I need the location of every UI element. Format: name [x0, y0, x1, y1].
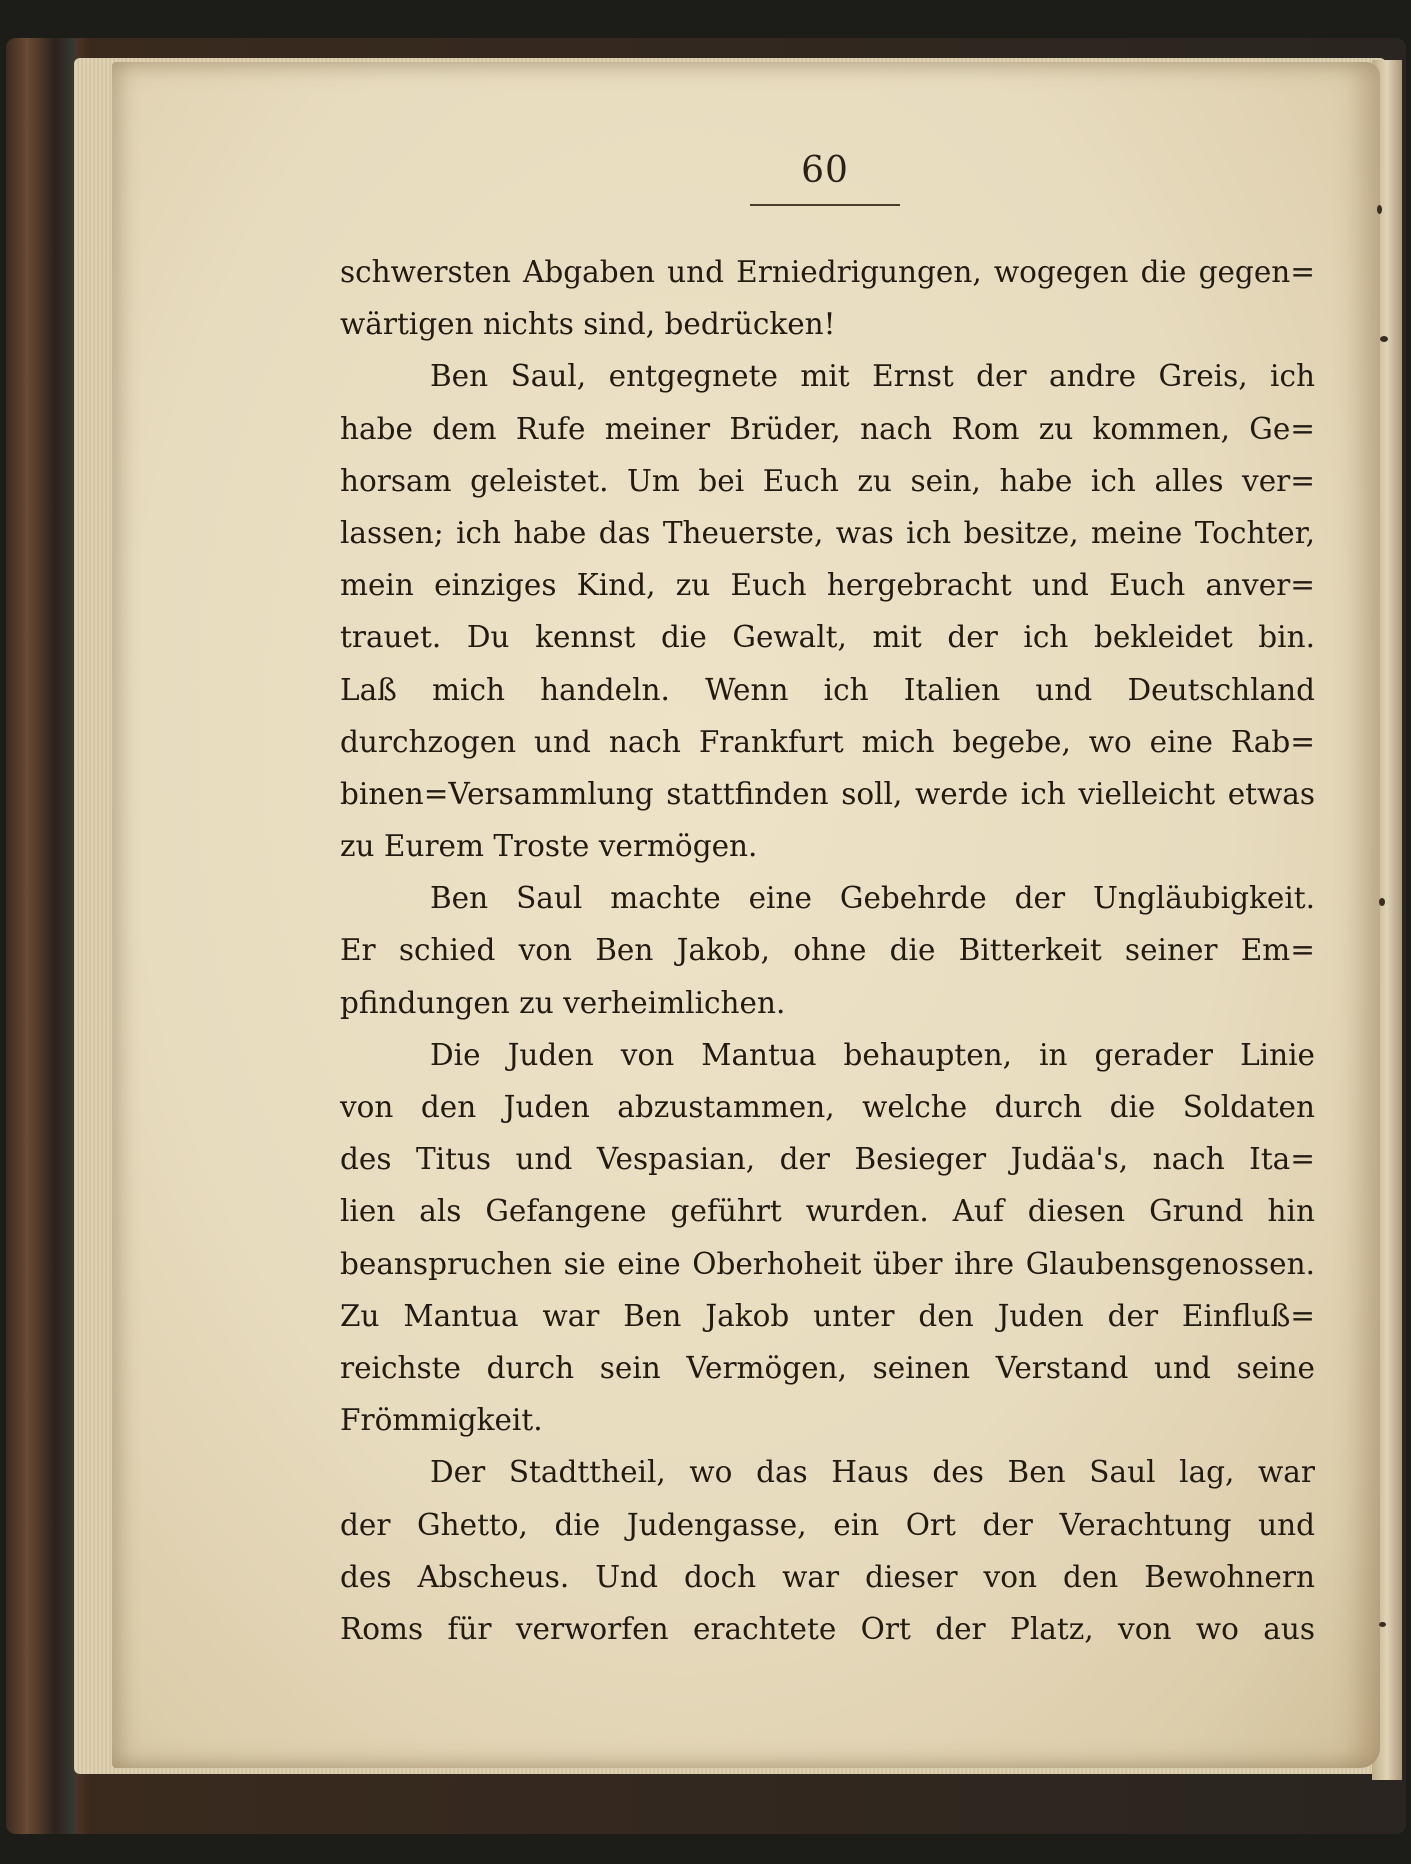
text-line: schwersten Abgaben und Erniedrigungen, wogegen die gegen= [340, 255, 1315, 289]
text-line: durchzogen und nach Frankfurt mich begebe, wo eine Rab= [340, 724, 1315, 759]
text-line: Zu Mantua war Ben Jakob unter den Juden der Einfluß= [340, 1298, 1315, 1333]
text-line: beanspruchen sie eine Oberhoheit über ihre Glaubensgenossen. [340, 1246, 1315, 1281]
paper-blemish [1380, 336, 1388, 342]
text-line: lassen; ich habe das Theuerste, was ich besitze, meine Tochter, [340, 515, 1315, 550]
text-line: Roms für verworfen erachtete Ort der Platz, von wo aus [340, 1611, 1315, 1646]
text-line: trauet. Du kennst die Gewalt, mit der ich bekleidet bin. [340, 620, 1315, 655]
text-line: binen=Versammlung stattfinden soll, werde ich vielleicht etwas [340, 776, 1315, 811]
text-line: Er schied von Ben Jakob, ohne die Bitterkeit seiner Em= [340, 933, 1315, 968]
text-line: Ben Saul, entgegnete mit Ernst der andre Greis, ich [430, 359, 1315, 394]
text-line: wärtigen nichts sind, bedrücken! [340, 307, 836, 342]
text-line: lien als Gefangene geführt wurden. Auf diesen Grund hin [340, 1194, 1315, 1229]
text-line: zu Eurem Troste vermögen. [340, 829, 758, 864]
text-line: Laß mich handeln. Wenn ich Italien und Deutschland [340, 672, 1315, 707]
text-line: horsam geleistet. Um bei Euch zu sein, habe ich alles ver= [340, 463, 1315, 498]
text-line: reichste durch sein Vermögen, seinen Verstand und seine [340, 1350, 1315, 1385]
text-line: mein einziges Kind, zu Euch hergebracht und Euch anver= [340, 568, 1315, 603]
text-line: Ben Saul machte eine Gebehrde der Ungläubigkeit. [430, 881, 1315, 916]
text-line: Frömmigkeit. [340, 1403, 543, 1438]
text-line: der Ghetto, die Judengasse, ein Ort der Verachtung und [340, 1507, 1315, 1542]
paper-blemish [1379, 898, 1385, 906]
text-line: habe dem Rufe meiner Brüder, nach Rom zu kommen, Ge= [340, 411, 1315, 446]
page-number: 60 [801, 150, 849, 191]
text-line: Der Stadttheil, wo das Haus des Ben Saul lag, war [430, 1455, 1315, 1490]
paper-blemish [1379, 1622, 1386, 1627]
text-line: Die Juden von Mantua behaupten, in gerader Linie [430, 1037, 1315, 1072]
text-line: des Titus und Vespasian, der Besieger Judäa's, nach Ita= [340, 1142, 1315, 1177]
text-line: von den Juden abzustammen, welche durch die Soldaten [340, 1090, 1315, 1124]
book-spine-edge [6, 38, 76, 1834]
body-text [340, 246, 1315, 1655]
text-line: pfindungen zu verheimlichen. [340, 985, 786, 1020]
header-rule [750, 204, 900, 206]
text-line: des Abscheus. Und doch war dieser von den Bewohnern [340, 1559, 1315, 1594]
paper-blemish [1377, 205, 1382, 214]
